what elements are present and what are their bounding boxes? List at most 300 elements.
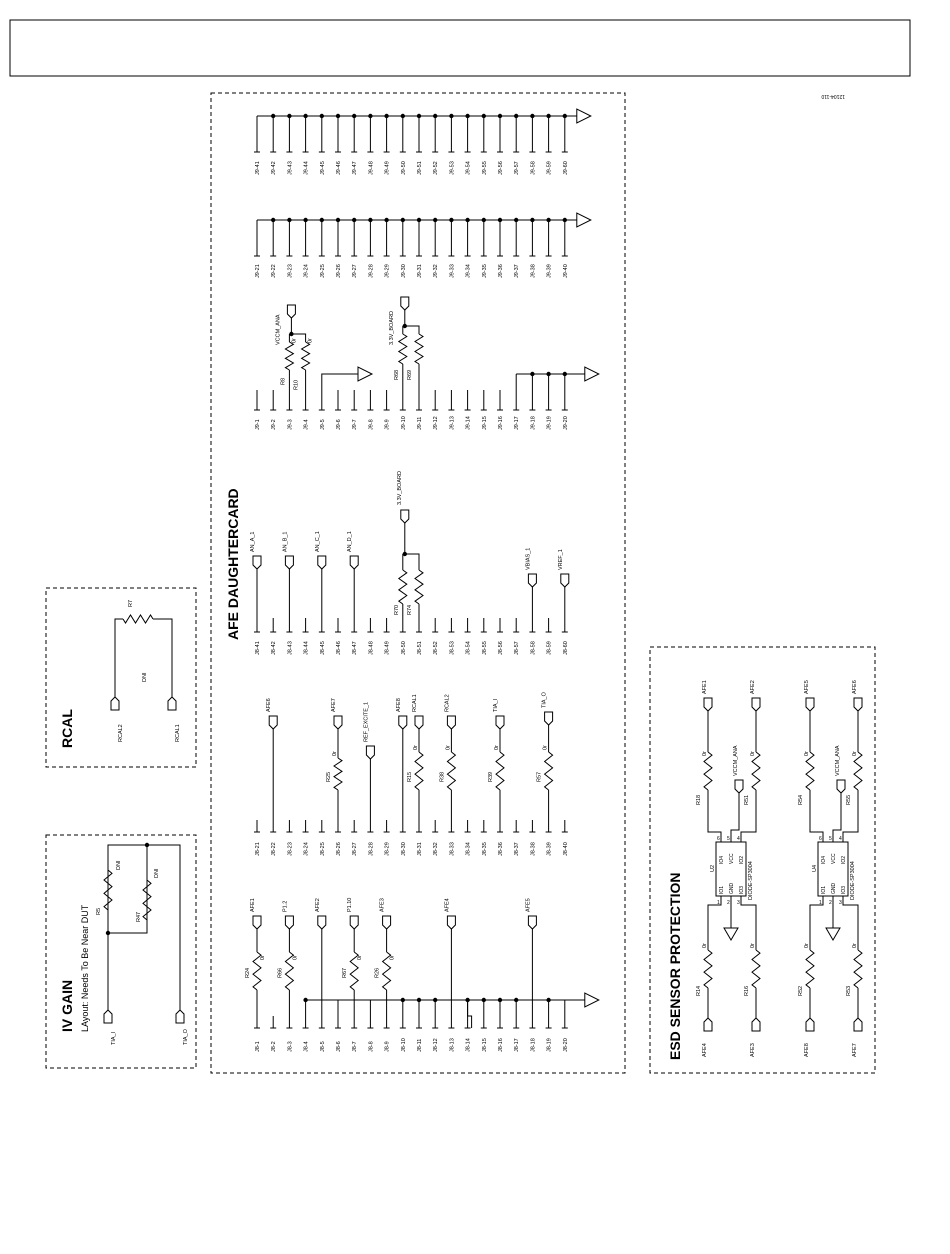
afe8-label: AFE8: [395, 698, 402, 712]
wire: [468, 1000, 472, 1028]
junction-dot: [401, 218, 405, 222]
j8-b-pin-label: J8-35: [481, 842, 488, 856]
u4-pin-name: VCC: [831, 853, 837, 864]
r26-value: 0r: [389, 955, 396, 960]
j9-mid-pin-label: J9-38: [530, 264, 537, 278]
wire: [731, 793, 739, 842]
r38-label: R38: [439, 771, 446, 782]
j9-low-pin-label: J9-7: [352, 419, 359, 430]
wire: [833, 793, 841, 842]
vccm-ana-label: VCCM_ANA: [275, 314, 282, 345]
j8-a-pin-label: J8-43: [287, 641, 294, 655]
r69-label: R69: [407, 369, 413, 380]
j9-low-pin-label: J9-4: [303, 419, 310, 430]
afe3-label: AFE3: [750, 1043, 756, 1057]
u2-pin-number: 5: [727, 836, 730, 842]
resistor-r25: [334, 758, 342, 790]
j8-c-pin-label: J8-12: [433, 1038, 440, 1052]
r53-value: 0r: [852, 943, 858, 948]
j8-c-pin-label: J8-8: [368, 1041, 375, 1052]
junction-dot: [546, 114, 550, 118]
j9-low-pin-label: J9-6: [336, 419, 342, 430]
u2-pin-name: IO2: [739, 855, 745, 864]
afe6-port: [854, 698, 862, 711]
resistor-r57: [545, 752, 553, 790]
wire: [810, 790, 823, 842]
esd-title: ESD SENSOR PROTECTION: [667, 872, 683, 1060]
j9-low-pin-label: J9-9: [384, 419, 391, 430]
u4-pin-number: 4: [839, 836, 842, 842]
j8-a-pin-label: J8-41: [255, 641, 261, 655]
j9-top-pin-label: J9-46: [336, 161, 342, 175]
j8-c-pin-label: J8-9: [384, 1041, 391, 1052]
u2-pin-number: 3: [737, 900, 740, 906]
j8-c-pin-label: J8-13: [449, 1038, 456, 1052]
afe4-label: AFE4: [702, 1043, 708, 1057]
afe6-label: AFE6: [852, 680, 858, 694]
p12-port: [285, 916, 293, 929]
afe8-label: AFE8: [804, 1043, 810, 1057]
3v3-board-label: 3.3V_BOARD: [388, 311, 395, 345]
rcal1-port: [415, 716, 423, 729]
j9-low-pin-label: J9-10: [400, 416, 407, 430]
afe1-port: [253, 916, 261, 929]
u2-pin-name: IO3: [739, 885, 745, 894]
u2-pin-name: GND: [729, 882, 735, 894]
resistor-r52: [806, 950, 814, 988]
j9-top-pin-label: J9-54: [465, 161, 472, 175]
j9-mid-pin-label: J9-39: [546, 264, 553, 278]
j8-b-pin-label: J8-40: [562, 842, 569, 856]
an_a-label: AN_A_1: [250, 531, 256, 552]
j9-low-pin-label: J9-20: [562, 416, 569, 430]
junction-dot: [563, 372, 567, 376]
afe7-port: [854, 1018, 862, 1031]
vref-label: VREF_1: [557, 549, 564, 570]
u4-pin-number: 5: [829, 836, 832, 842]
bus-arrow: [577, 213, 591, 227]
ref_excite-port: [366, 746, 374, 759]
j9-low-pin-label: J9-15: [481, 416, 488, 430]
junction-dot: [498, 218, 502, 222]
u2-part: DIODE-SP3004: [748, 861, 754, 900]
j9-mid-pin-label: J9-27: [352, 264, 359, 278]
r10-value: 0r: [307, 338, 314, 343]
junction-dot: [271, 114, 275, 118]
j8-a-pin-label: J8-42: [271, 641, 278, 655]
j8-b-pin-label: J8-27: [352, 842, 359, 856]
junction-dot: [449, 218, 453, 222]
u4-pin-name: IO2: [841, 855, 847, 864]
r5-dni: DNI: [116, 860, 122, 870]
u4-pin-name: IO1: [821, 885, 827, 894]
j8-b-pin-label: J8-39: [546, 842, 553, 856]
junction-dot: [482, 998, 486, 1002]
junction-dot: [530, 218, 534, 222]
j9-top-pin-label: J9-47: [352, 161, 359, 175]
afe7-label: AFE7: [852, 1043, 858, 1057]
j8-b-pin-label: J8-23: [287, 842, 294, 856]
junction-dot: [546, 372, 550, 376]
j8-a-pin-label: J8-57: [514, 641, 521, 655]
j8-b-pin-label: J8-29: [384, 842, 391, 856]
junction-dot: [530, 372, 534, 376]
u4-pin-name: GND: [831, 882, 837, 894]
j8-b-pin-label: J8-30: [400, 842, 407, 856]
an_b-label: AN_B_1: [282, 531, 289, 552]
resistor-r74: [415, 570, 423, 604]
j8-b-pin-label: J8-34: [465, 842, 472, 856]
afe3-port: [383, 916, 391, 929]
junction-dot: [303, 114, 307, 118]
afe6-label: AFE6: [266, 698, 273, 712]
r18-label: R18: [696, 794, 702, 805]
r15-label: R15: [407, 771, 413, 782]
u4-pin-number: 2: [829, 900, 832, 906]
u2-pin-number: 6: [717, 836, 720, 842]
resistor-r16: [752, 950, 760, 988]
wire: [108, 845, 147, 1010]
vccm-ana-esd-port: [837, 780, 845, 793]
j9-mid-pin-label: J9-34: [465, 264, 472, 278]
j9-top-pin-label: J9-57: [514, 161, 521, 175]
j9-top-pin-label: J9-51: [417, 161, 423, 175]
j8-c-pin-label: J8-18: [530, 1038, 537, 1052]
r5-label: R5: [96, 907, 102, 915]
afe8-port: [399, 716, 407, 729]
r51-label: R51: [744, 794, 750, 805]
j9-mid-pin-label: J9-37: [514, 264, 521, 278]
junction-dot: [433, 114, 437, 118]
resistor-r68: [399, 334, 407, 364]
r57-value: 0r: [542, 745, 549, 750]
junction-dot: [336, 218, 340, 222]
an_c-port: [318, 556, 326, 569]
j8-b-pin-label: J8-28: [368, 842, 375, 856]
r67-label: R67: [342, 967, 349, 978]
r8-label: R8: [280, 377, 287, 385]
tia-o-label: TIA_O: [183, 1029, 189, 1045]
ground-symbol: [826, 928, 840, 940]
r67-value: 0r: [357, 955, 364, 960]
j9-low-pin-label: J9-18: [530, 416, 537, 430]
j9-5-arrow: [358, 367, 372, 381]
ground-symbol: [724, 928, 738, 940]
resistor-r70: [399, 570, 407, 604]
r52-value: 0r: [804, 943, 810, 948]
junction-dot: [287, 218, 291, 222]
j9-low-pin-label: J9-5: [319, 419, 326, 430]
j9-low-pin-label: J9-12: [433, 416, 440, 430]
junction-dot: [352, 114, 356, 118]
an_b-port: [285, 556, 293, 569]
r47-label: R47: [136, 911, 142, 922]
j8-c-pin-label: J8-11: [417, 1038, 423, 1052]
j8-c-pin-label: J8-19: [546, 1038, 553, 1052]
afe2-port: [318, 916, 326, 929]
r24-value: 0r: [260, 955, 266, 960]
junction-dot: [352, 218, 356, 222]
j8-c-pin-label: J8-20: [562, 1038, 569, 1052]
u2-pin-number: 4: [737, 836, 740, 842]
resistor-r38: [447, 752, 455, 790]
r53-label: R53: [846, 985, 852, 996]
afe2-port: [752, 698, 760, 711]
j8-a-pin-label: J8-58: [530, 641, 537, 655]
j9-mid-pin-label: J9-40: [562, 264, 569, 278]
j9-mid-pin-label: J9-30: [400, 264, 407, 278]
r15-value: 0r: [413, 745, 419, 750]
j9-mid-pin-label: J9-24: [303, 264, 310, 278]
junction-dot: [498, 114, 502, 118]
vccm-ana-esd-label: VCCM_ANA: [835, 745, 841, 776]
u2-pin-name: IO4: [719, 855, 725, 864]
vccm-ana-esd-label: VCCM_ANA: [733, 745, 739, 776]
j8-c-pin-label: J8-3: [287, 1041, 294, 1052]
junction-dot: [433, 218, 437, 222]
resistor-r15: [415, 752, 423, 790]
tia_o-port: [545, 712, 553, 725]
j8-c-pin-label: J8-5: [319, 1041, 326, 1052]
rcal2-port: [447, 716, 455, 729]
rcal1-label: RCAL1: [412, 694, 418, 712]
an_c-label: AN_C_1: [314, 531, 321, 552]
j8-c-pin-label: J8-2: [271, 1041, 278, 1052]
resistor-r10: [302, 342, 310, 370]
afe4-label: AFE4: [444, 898, 451, 912]
j8-a-pin-label: J8-46: [336, 641, 342, 655]
j9-top-pin-label: J9-45: [319, 161, 326, 175]
afe4-port: [704, 1018, 712, 1031]
vccm-ana-esd-port: [735, 780, 743, 793]
j8-c-pin-label: J8-17: [514, 1038, 521, 1052]
afe1-label: AFE1: [250, 898, 256, 912]
u4-pin-name: IO3: [841, 885, 847, 894]
iv-gain-title: IV GAIN: [59, 979, 75, 1032]
u4-label: U4: [812, 864, 818, 872]
j9-top-pin-label: J9-49: [384, 161, 391, 175]
rcal2-label: RCAL2: [444, 694, 451, 712]
rcal2-port: [111, 697, 119, 710]
an_d-port: [350, 556, 358, 569]
resistor-r69: [415, 334, 423, 364]
r39-label: R39: [488, 771, 494, 782]
r7-dni: DNI: [142, 672, 148, 682]
junction-dot: [336, 114, 340, 118]
junction-dot: [449, 114, 453, 118]
tia-i-label: TIA_I: [111, 1031, 117, 1045]
j9-mid-pin-label: J9-25: [319, 264, 326, 278]
3v3-board-port-2: [401, 510, 409, 523]
j8-c-pin-label: J8-4: [303, 1041, 310, 1052]
junction-dot: [465, 114, 469, 118]
j9-top-pin-label: J9-53: [449, 161, 456, 175]
j8-b-pin-label: J8-36: [498, 842, 504, 856]
u4-pin-name: IO4: [821, 855, 827, 864]
r54-value: 0r: [804, 751, 810, 756]
junction-dot: [417, 114, 421, 118]
r74-label: R74: [407, 604, 413, 615]
j8-b-pin-label: J8-32: [433, 842, 440, 856]
j9-top-pin-label: J9-41: [255, 161, 261, 175]
junction-dot: [417, 998, 421, 1002]
j8-a-pin-label: J8-52: [433, 641, 440, 655]
junction-dot: [563, 218, 567, 222]
u2-label: U2: [710, 864, 716, 872]
j9-low-pin-label: J9-17: [514, 416, 521, 430]
resistor-r53: [854, 950, 862, 988]
afe5-port: [528, 916, 536, 929]
resistor-r51: [752, 752, 760, 790]
j9-top-pin-label: J9-50: [400, 161, 407, 175]
junction-dot: [563, 114, 567, 118]
p110-port: [350, 916, 358, 929]
j8-c-pin-label: J8-14: [465, 1038, 472, 1052]
wire: [843, 896, 858, 950]
an_d-label: AN_D_1: [347, 531, 354, 552]
junction-dot: [106, 931, 110, 935]
j8-b-pin-label: J8-24: [303, 842, 310, 856]
j8-b-pin-label: J8-33: [449, 842, 456, 856]
tia_i-label: TIA_I: [493, 698, 499, 712]
afe7-label: AFE7: [331, 698, 337, 712]
bus-arrow: [577, 109, 591, 123]
junction-dot: [145, 843, 149, 847]
junction-dot: [303, 218, 307, 222]
rcal-title: RCAL: [59, 709, 75, 748]
u4-pin-number: 1: [819, 900, 822, 906]
j8-a-pin-label: J8-59: [546, 641, 553, 655]
afe3-label: AFE3: [379, 898, 386, 912]
junction-dot: [498, 998, 502, 1002]
r54-label: R54: [798, 794, 804, 805]
resistor-r55: [854, 752, 862, 790]
junction-dot: [417, 218, 421, 222]
junction-dot: [530, 114, 534, 118]
j9-low-pin-label: J9-2: [271, 419, 278, 430]
3v3-board-port: [401, 297, 409, 310]
afe5-label: AFE5: [804, 680, 810, 694]
u2-pin-number: 1: [717, 900, 720, 906]
vref-port: [561, 574, 569, 587]
afe2-label: AFE2: [750, 680, 756, 694]
j9-mid-pin-label: J9-21: [255, 264, 261, 278]
j9-mid-pin-label: J9-29: [384, 264, 391, 278]
afe3-port: [752, 1018, 760, 1031]
j9-mid-pin-label: J9-23: [287, 264, 294, 278]
wire: [405, 554, 419, 570]
u4-pin-number: 6: [819, 836, 822, 842]
j8-c-pin-label: J8-7: [352, 1041, 359, 1052]
j9-mid-pin-label: J9-35: [481, 264, 488, 278]
r18-value: 0r: [702, 751, 708, 756]
junction-dot: [482, 218, 486, 222]
j8-bus-arrow: [585, 993, 599, 1007]
junction-dot: [514, 218, 518, 222]
junction-dot: [384, 114, 388, 118]
j8-a-pin-label: J8-55: [481, 641, 488, 655]
wire: [153, 619, 172, 697]
junction-dot: [401, 114, 405, 118]
r57-label: R57: [536, 771, 543, 782]
iv-gain-note: LAyout: Needs To Be Near DUT: [80, 904, 90, 1032]
j8-b-pin-label: J8-37: [514, 842, 521, 856]
junction-dot: [465, 218, 469, 222]
r7-label: R7: [128, 599, 134, 607]
u2-pin-number: 2: [727, 900, 730, 906]
j8-a-pin-label: J8-44: [303, 641, 310, 655]
tia_o-label: TIA_O: [541, 692, 548, 708]
j8-a-pin-label: J8-45: [319, 641, 326, 655]
r38-value: 0r: [445, 745, 452, 750]
j8-c-pin-label: J8-16: [498, 1038, 504, 1052]
junction-dot: [546, 998, 550, 1002]
junction-dot: [401, 998, 405, 1002]
j9-top-pin-label: J9-48: [368, 161, 375, 175]
vbias-port: [528, 574, 536, 587]
r14-label: R14: [696, 985, 702, 996]
r14-value: 0r: [702, 943, 708, 948]
afe5-label: AFE5: [525, 898, 532, 912]
p12-label: P1.2: [282, 900, 289, 912]
r51-value: 0r: [750, 751, 756, 756]
r26-label: R26: [374, 967, 381, 978]
j9-low-pin-label: J9-8: [368, 419, 375, 430]
j8-a-pin-label: J8-56: [498, 641, 504, 655]
afe2-label: AFE2: [314, 898, 321, 912]
j8-a-pin-label: J8-49: [384, 641, 391, 655]
j9-low-pin-label: J9-19: [546, 416, 553, 430]
tia_i-port: [496, 716, 504, 729]
junction-dot: [546, 218, 550, 222]
wire: [741, 896, 756, 950]
j9-mid-pin-label: J9-32: [433, 264, 440, 278]
header-box: [10, 20, 910, 76]
3v3-board-label-2: 3.3V_BOARD: [396, 471, 403, 505]
j9-mid-pin-label: J9-22: [271, 264, 278, 278]
junction-dot: [287, 114, 291, 118]
r52-label: R52: [798, 985, 804, 996]
wire: [322, 374, 358, 376]
j9-top-pin-label: J9-52: [433, 161, 440, 175]
r39-value: 0r: [494, 745, 500, 750]
j9-mid-pin-label: J9-33: [449, 264, 456, 278]
j8-a-pin-label: J8-50: [400, 641, 407, 655]
u2-pin-name: VCC: [729, 853, 735, 864]
afe-title: AFE DAUGHTERCARD: [225, 488, 241, 640]
j8-a-pin-label: J8-51: [417, 641, 423, 655]
j8-c-pin-label: J8-15: [481, 1038, 488, 1052]
j9-top-pin-label: J9-55: [481, 161, 488, 175]
afe5-port: [806, 698, 814, 711]
j9-top-pin-label: J9-44: [303, 161, 310, 175]
r16-label: R16: [744, 985, 750, 996]
j9-mid-pin-label: J9-28: [368, 264, 375, 278]
j8-b-pin-label: J8-25: [319, 842, 326, 856]
vbias-label: VBIAS_1: [525, 547, 532, 570]
rcal2-label: RCAL2: [118, 724, 124, 742]
resistor-r39: [496, 752, 504, 790]
resistor-r14: [704, 950, 712, 988]
afe1-label: AFE1: [702, 680, 708, 694]
j8-a-pin-label: J8-60: [562, 641, 569, 655]
afe6-port: [269, 716, 277, 729]
junction-dot: [368, 218, 372, 222]
r25-label: R25: [326, 771, 332, 782]
u2-pin-name: IO1: [719, 885, 725, 894]
j9-low-arrow: [585, 367, 599, 381]
resistor-r18: [704, 752, 712, 790]
